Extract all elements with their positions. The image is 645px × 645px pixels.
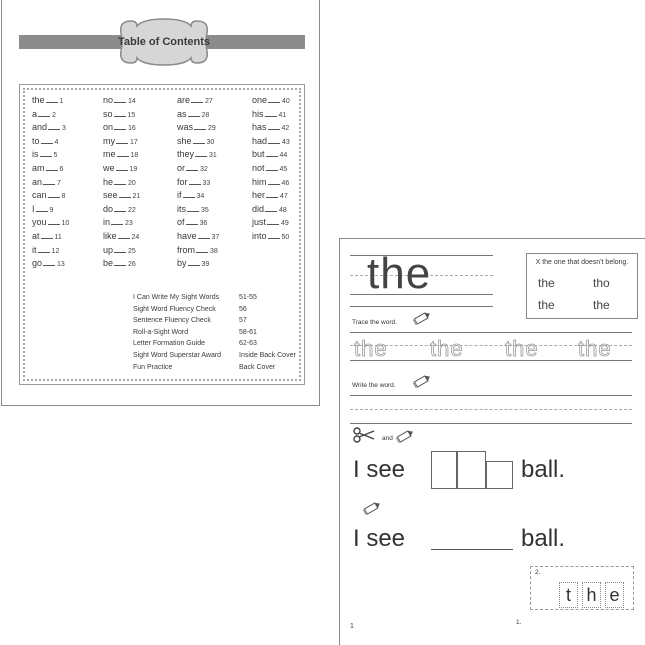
toc-word: be (103, 258, 114, 269)
toc-entry (252, 190, 322, 204)
toc-page-number: 32 (200, 165, 208, 173)
leader-line (266, 155, 278, 157)
page-title: Table of Contents (117, 36, 211, 48)
toc-page-number: 17 (130, 138, 138, 146)
extra-entry (133, 317, 303, 329)
toc-word: into (252, 230, 267, 241)
write-line[interactable] (350, 423, 632, 424)
toc-entry (177, 217, 247, 231)
toc-page-number: 43 (282, 138, 290, 146)
toc-entry (103, 258, 173, 272)
toc-entry (252, 177, 322, 191)
toc-page-number: 40 (282, 98, 290, 105)
toc-entry (103, 217, 173, 231)
leader-line (41, 142, 53, 144)
toc-entry (177, 190, 247, 204)
toc-page-number: 28 (201, 111, 210, 119)
toc-entry (177, 163, 247, 177)
toc-entry (252, 136, 322, 150)
extra-page: 56 (239, 305, 247, 313)
extra-label: I Can Write My Sight Words (133, 294, 220, 301)
toc-word: no (103, 95, 114, 105)
toc-entry (103, 204, 173, 218)
toc-word: they (177, 149, 195, 160)
toc-page-number: 11 (54, 233, 62, 241)
toc-word: you (32, 217, 47, 228)
toc-word: one (252, 95, 268, 105)
leader-line (189, 183, 201, 185)
toc-word: see (103, 190, 118, 201)
toc-page-number: 27 (205, 98, 213, 105)
toc-word: do (103, 203, 114, 214)
toc-word: him (252, 176, 267, 187)
toc-word: just (252, 217, 267, 228)
trace-word[interactable]: the (505, 336, 539, 361)
cut-letter[interactable]: e (605, 582, 624, 608)
toc-word: in (103, 217, 111, 228)
toc-word: as (177, 108, 187, 119)
toc-entry (32, 245, 102, 259)
guide-line (350, 306, 493, 307)
toc-entry (103, 163, 173, 177)
toc-word: my (103, 135, 115, 146)
pencil-icon (412, 374, 432, 388)
extra-label: Letter Formation Guide (133, 340, 205, 348)
toc-word: from (177, 244, 195, 255)
toc-entry (103, 136, 173, 150)
leader-line (114, 264, 126, 266)
letter-box[interactable] (457, 451, 486, 489)
leader-line (38, 251, 50, 253)
title-badge (117, 17, 211, 67)
cut-letter[interactable]: t (559, 582, 578, 608)
leader-line (188, 115, 200, 117)
choice-word[interactable]: the (593, 298, 610, 312)
toc-page-number: 49 (281, 220, 289, 228)
extra-label: Sentence Fluency Check (133, 317, 211, 325)
and-label: and (382, 435, 393, 442)
toc-word: to (32, 135, 40, 146)
toc-word: like (103, 230, 117, 241)
toc-word: its (177, 203, 186, 214)
leader-line (46, 101, 58, 103)
leader-line (114, 128, 126, 130)
toc-entry (177, 258, 247, 272)
pencil-icon (395, 429, 415, 443)
toc-page-number: 29 (208, 125, 216, 133)
toc-word: for (177, 176, 188, 187)
toc-word: I (32, 203, 35, 214)
toc-word: if (177, 190, 182, 201)
write-line[interactable] (350, 395, 632, 396)
leader-line (48, 196, 60, 198)
extra-label: Fun Practice (133, 363, 173, 371)
leader-line (268, 142, 280, 144)
toc-word: so (103, 108, 113, 119)
toc-entry (252, 95, 322, 109)
leader-line (43, 264, 55, 266)
toc-page-number: 26 (128, 261, 136, 269)
toc-page-number: 13 (57, 261, 65, 269)
extra-page: Inside Back Cover (239, 351, 296, 359)
sight-word: the (367, 249, 432, 298)
toc-word: by (177, 258, 187, 269)
toc-page-number: 19 (129, 165, 138, 173)
toc-entry (103, 122, 173, 136)
write-label: Write the word. (352, 382, 396, 389)
toc-page-number: 34 (196, 193, 205, 201)
extra-page: 51-55 (239, 294, 257, 301)
toc-word: he (103, 176, 114, 187)
toc-page-number: 3 (62, 125, 66, 133)
scissors-icon (352, 427, 376, 443)
leader-line (38, 115, 50, 117)
toc-page-number: 23 (125, 220, 133, 228)
toc-entry (103, 109, 173, 123)
leader-line (114, 115, 126, 117)
extra-label: Sight Word Superstar Award (133, 351, 222, 359)
toc-word: has (252, 122, 267, 133)
toc-page-number: 50 (281, 233, 290, 241)
toc-word: but (252, 149, 265, 160)
toc-entry (32, 109, 102, 123)
toc-entry (177, 149, 247, 163)
toc-word: up (103, 244, 114, 255)
leader-line (116, 169, 128, 171)
toc-page-number: 2 (52, 111, 56, 119)
toc-page-number: 31 (209, 152, 217, 160)
leader-line (111, 223, 123, 225)
word-column-2 (103, 95, 173, 272)
toc-word: is (32, 149, 39, 160)
toc-word: at (32, 230, 40, 241)
cut-out-box[interactable] (530, 566, 634, 610)
leader-line (114, 251, 126, 253)
sentence-end: ball. (521, 525, 566, 552)
toc-entry (177, 109, 247, 123)
toc-word: me (103, 149, 116, 160)
leader-line (48, 223, 60, 225)
leader-line (267, 223, 279, 225)
word-column-4 (252, 95, 322, 245)
toc-word: on (103, 122, 114, 133)
extra-entry (133, 352, 303, 364)
toc-word: her (252, 190, 266, 201)
toc-page-number: 14 (128, 98, 136, 105)
sentence-start: I see (353, 525, 406, 552)
leader-line (41, 237, 53, 239)
leader-line (48, 128, 60, 130)
letter-box[interactable] (486, 461, 513, 489)
toc-entry (177, 122, 247, 136)
toc-page-number: 33 (202, 179, 211, 187)
toc-entry (32, 122, 102, 136)
choice-word[interactable]: tho (593, 276, 610, 290)
leader-line (46, 169, 58, 171)
toc-entry (252, 109, 322, 123)
toc-entry (32, 258, 102, 272)
toc-entry (177, 231, 247, 245)
choice-word[interactable]: the (538, 276, 555, 290)
toc-word: the (32, 95, 45, 105)
leader-line (116, 142, 128, 144)
sentence-start: I see (353, 456, 406, 483)
toc-page-number: 5 (53, 152, 58, 160)
toc-page-number: 39 (201, 261, 210, 269)
toc-page-number: 41 (278, 111, 287, 119)
leader-line (188, 264, 200, 266)
trace-line (350, 332, 632, 333)
extra-page: 58-61 (239, 328, 257, 336)
toc-page-number: 44 (279, 152, 288, 160)
leader-line (40, 155, 52, 157)
leader-line (266, 196, 278, 198)
leader-line (265, 115, 277, 117)
write-line-dashed[interactable] (350, 409, 632, 410)
toc-entry (177, 177, 247, 191)
toc-entry (252, 149, 322, 163)
leader-line (195, 155, 207, 157)
toc-page-number: 37 (211, 233, 220, 241)
toc-page-number: 36 (199, 220, 208, 228)
toc-word: was (177, 122, 194, 133)
toc-page-number: 1 (59, 98, 64, 105)
extra-entry (133, 340, 303, 352)
toc-page-number: 21 (132, 193, 141, 201)
toc-entry (103, 149, 173, 163)
toc-page-number: 16 (128, 125, 136, 133)
toc-word: or (177, 162, 186, 173)
extra-entry (133, 329, 303, 341)
cut-step-2: 2. (535, 569, 541, 576)
toc-entry (32, 204, 102, 218)
leader-line (119, 196, 131, 198)
leader-line (194, 128, 206, 130)
leader-line (114, 210, 126, 212)
toc-page-number: 47 (280, 193, 288, 201)
leader-line (191, 101, 203, 103)
toc-page-number: 22 (128, 206, 136, 214)
toc-word: have (177, 230, 197, 241)
toc-entry (32, 95, 102, 109)
write-blank[interactable] (431, 549, 513, 550)
toc-word: are (177, 95, 191, 105)
toc-word: a (32, 108, 38, 119)
toc-entry (32, 149, 102, 163)
toc-page-number: 25 (128, 247, 136, 255)
toc-page-number: 8 (61, 193, 66, 201)
extra-page: Back Cover (239, 363, 276, 371)
toc-entry (252, 204, 322, 218)
toc-page-number: 18 (130, 152, 139, 160)
toc-word: his (252, 108, 264, 119)
toc-entry (32, 231, 102, 245)
toc-entry (177, 245, 247, 259)
toc-page-number: 30 (206, 138, 215, 146)
leader-line (114, 101, 126, 103)
extra-label: Sight Word Fluency Check (133, 305, 216, 313)
odd-one-out-box (526, 253, 638, 319)
toc-page-number: 24 (131, 233, 140, 241)
extra-entry (133, 364, 303, 376)
leader-line (268, 101, 280, 103)
leader-line (266, 169, 278, 171)
toc-word: of (177, 217, 185, 228)
extra-entry (133, 294, 303, 306)
toc-page-number: 10 (61, 220, 70, 228)
toc-entry (252, 163, 322, 177)
toc-page-number: 45 (279, 165, 288, 173)
toc-word: did (252, 203, 265, 214)
toc-word: not (252, 162, 265, 173)
word-column-1 (32, 95, 102, 272)
cut-letter[interactable]: h (582, 582, 601, 608)
choice-word[interactable]: the (538, 298, 555, 312)
page-number: 1 (350, 623, 354, 630)
toc-page-number: 42 (281, 125, 290, 133)
toc-entry (252, 217, 322, 231)
leader-line (117, 155, 129, 157)
toc-entry (103, 231, 173, 245)
worksheet-page (339, 238, 645, 645)
leader-line (187, 210, 199, 212)
toc-word: she (177, 135, 192, 146)
toc-page-number: 20 (128, 179, 136, 187)
toc-word: am (32, 162, 45, 173)
toc-entry (32, 217, 102, 231)
toc-entry (103, 245, 173, 259)
extra-page: 62-63 (239, 340, 257, 348)
extra-page: 57 (239, 317, 247, 325)
toc-word: and (32, 122, 48, 133)
leader-line (36, 210, 48, 212)
toc-page-number: 9 (49, 206, 54, 214)
pencil-icon (362, 501, 382, 515)
trace-word[interactable]: the (354, 336, 388, 361)
toc-entry (177, 204, 247, 218)
trace-word[interactable]: the (430, 336, 464, 361)
toc-word: go (32, 258, 43, 269)
toc-entry (177, 95, 247, 109)
trace-label: Trace the word. (352, 319, 397, 326)
leader-line (186, 169, 198, 171)
sentence-end: ball. (521, 456, 566, 483)
toc-page-number: 48 (279, 206, 287, 214)
leader-line (193, 142, 205, 144)
odd-one-out-instruction: X the one that doesn't belong. (535, 259, 629, 266)
leader-line (114, 183, 126, 185)
toc-page-number: 7 (57, 179, 61, 187)
leader-line (268, 237, 280, 239)
word-column-3 (177, 95, 247, 272)
toc-page-number: 12 (51, 247, 60, 255)
toc-entry (252, 231, 322, 245)
leader-line (183, 196, 195, 198)
leader-line (268, 128, 280, 130)
trace-word[interactable]: the (578, 336, 612, 361)
leader-line (268, 183, 280, 185)
leader-line (118, 237, 130, 239)
toc-entry (103, 95, 173, 109)
toc-entry (32, 190, 102, 204)
leader-line (265, 210, 277, 212)
toc-word: had (252, 135, 268, 146)
extra-pages-list (133, 294, 303, 375)
toc-word: an (32, 176, 43, 187)
toc-page-number: 4 (54, 138, 59, 146)
extra-entry (133, 306, 303, 318)
leader-line (186, 223, 198, 225)
leader-line (198, 237, 210, 239)
toc-word: can (32, 190, 47, 201)
toc-entry (32, 136, 102, 150)
toc-entry (103, 177, 173, 191)
toc-page-number: 38 (210, 247, 218, 255)
toc-entry (103, 190, 173, 204)
toc-entry (32, 163, 102, 177)
toc-page-number: 46 (281, 179, 290, 187)
letter-box[interactable] (431, 451, 457, 489)
toc-word: we (103, 162, 115, 173)
leader-line (196, 251, 208, 253)
cut-step-1: 1. (516, 619, 522, 626)
extra-label: Roll-a-Sight Word (133, 328, 189, 336)
toc-word: it (32, 244, 37, 255)
toc-entry (252, 122, 322, 136)
pencil-icon (412, 311, 432, 325)
toc-page-number: 6 (59, 165, 64, 173)
toc-entry (177, 136, 247, 150)
toc-page-number: 35 (201, 206, 209, 214)
leader-line (43, 183, 55, 185)
toc-entry (32, 177, 102, 191)
toc-page-number: 15 (127, 111, 136, 119)
